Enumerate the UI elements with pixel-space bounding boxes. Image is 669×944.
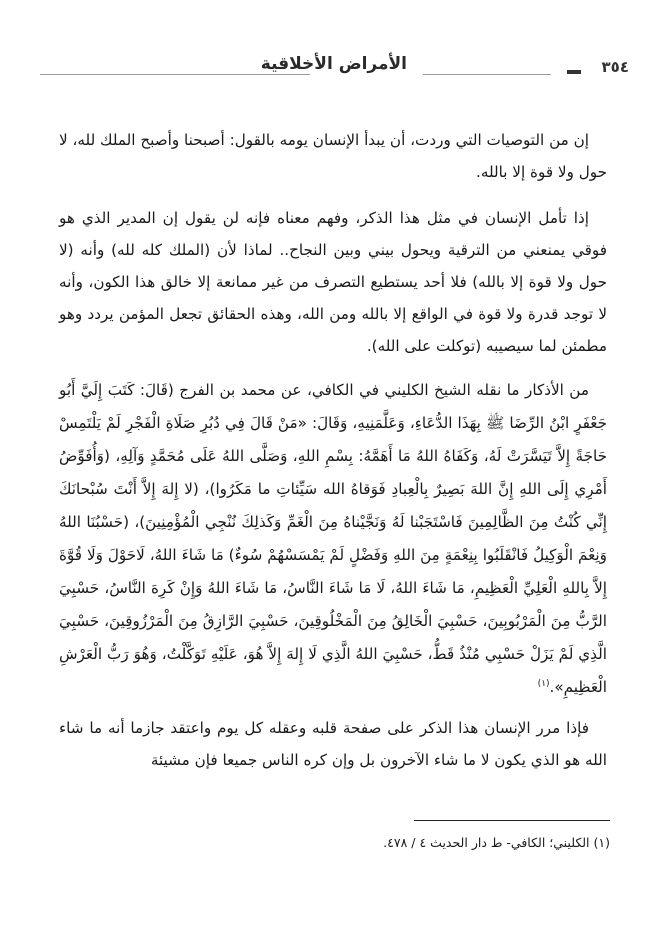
footnote-reference: (١) bbox=[537, 678, 550, 689]
paragraph-4: فإذا مرر الإنسان هذا الذكر على صفحة قلبه وعقله كل يوم واعتقد جازما أنه ما شاء الله هو الذي يكون لا ما شاء الآخرون بل وإن كره الناس جميعا فإن مشيئة bbox=[59, 719, 607, 769]
page-header bbox=[40, 54, 629, 90]
dua-text: من الأذكار ما نقله الشيخ الكليني في الكافي، عن محمد بن الفرج (قَالَ: كَتَبَ إِلَيَّ أَبُو جَعْفَرٍ ابْنُ الرِّضَا ﷺ بِهَذَا الدُّعَاءِ، وَعَلَّمَنِيهِ، وَقَالَ: «مَنْ قَالَ فِي دُبُرِ صَلَاةِ الْفَجْرِ لَمْ يَلْتَمِسْ حَاجَةً إِلاَّ تَيَسَّرَتْ لَهُ، وَكَفَاهُ اللهُ مَا أَهَمَّهُ: بِسْمِ اللهِ، وَصَلَّى اللهُ عَلَى مُحَمَّدٍ وَآلِهِ، (وَأُفَوِّضُ أَمْرِي إِلَى اللهِ إِنَّ اللهَ بَصِيرٌ بِالْعِبادِ فَوَقاهُ الله سَيِّئاتِ ما مَكَرُوا)، (لا إِلهَ إِلاَّ أَنْتَ سُبْحانَكَ إِنِّي كُنْتُ مِنَ الظَّالِمِينَ فَاسْتَجَبْنا لَهُ وَنَجَّيْناهُ مِنَ الْغَمِّ وَكَذلِكَ نُنْجِي الْمُؤْمِنِينَ)، (حَسْبُنَا اللهُ وَنِعْمَ الْوَكِيلُ فَانْقَلَبُوا بِنِعْمَةٍ مِنَ اللهِ وَفَضْلٍ لَمْ يَمْسَسْهُمْ سُوءٌ) مَا شَاءَ اللهُ، لَاحَوْلَ وَلَا قُوَّةَ إِلاَّ بِاللهِ الْعَلِيِّ الْعَظِيمِ، مَا شَاءَ اللهُ، لَا مَا شَاءَ النَّاسُ، مَا شَاءَ اللهُ وَإِنْ كَرِهَ النَّاسُ، حَسْبِيَ الرَّبُّ مِنَ الْمَرْبُوبِينَ، حَسْبِيَ الْخَالِقُ مِنَ الْمَخْلُوقِينَ، حَسْبِيَ الرَّازِقُ مِنَ الْمَرْزُوقِينَ، حَسْبِيَ الَّذِي لَمْ يَزَلْ حَسْبِي مُنْذُ قَطُّ، حَسْبِيَ اللهُ الَّذِي لَا إِلهَ إِلاَّ هُوَ، عَلَيْهِ تَوَكَّلْتُ، وَهُوَ رَبُّ الْعَرْشِ الْعَظِيمِ». bbox=[59, 381, 607, 696]
paragraph-2: إذا تأمل الإنسان في مثل هذا الذكر، وفهم معناه فإنه لن يقول إن المدير الذي هو فوقي يمنعني من الترقية ويحول بيني وبين النجاح.. لماذا لأن (الملك كله لله) وأنه (لا حول ولا قوة إلا بالله) فلا أحد يستطيع التصرف من غير ممانعة إلا خالق هذا الكون، وأنه لا توجد قدرة ولا قوة في الواقع إلا بالله ومن الله، وهذه الحقائق تجعل المؤمن يردد وهو مطمئن لما سيصيبه (توكلت على الله). bbox=[59, 209, 607, 355]
header-rule-right bbox=[423, 74, 551, 75]
running-title: الأمراض الأخلاقية bbox=[260, 54, 407, 74]
page-body bbox=[59, 124, 607, 788]
header-dash bbox=[567, 70, 581, 74]
footnote: (١) الكليني؛ الكافي- ط دار الحديث ٤ / ٤٧٨. bbox=[383, 835, 610, 850]
footnote-separator bbox=[414, 820, 610, 821]
paragraph-1: إن من التوصيات التي وردت، أن يبدأ الإنسان يومه بالقول: أصبحنا وأصبح الملك لله، لا حول ولا قوة إلا بالله. bbox=[59, 131, 607, 181]
page-number: ٣٥٤ bbox=[601, 58, 629, 76]
header-rule-left bbox=[40, 74, 310, 75]
paragraph-3-dua bbox=[59, 374, 607, 704]
